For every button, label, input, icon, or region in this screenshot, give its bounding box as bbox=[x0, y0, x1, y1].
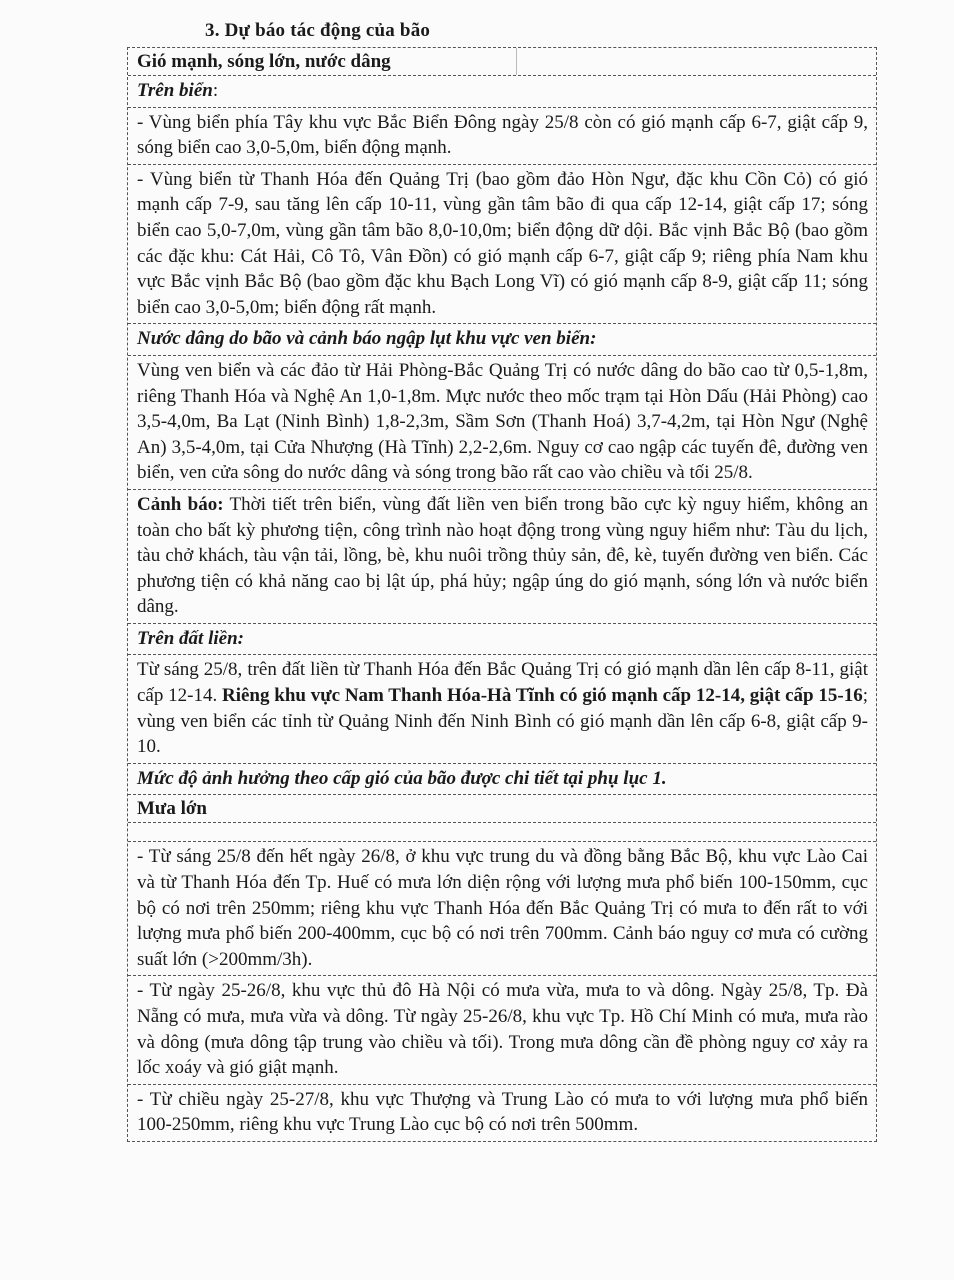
appendix-note: Mức độ ảnh hưởng theo cấp gió của bão được chi tiết tại phụ lục 1. bbox=[128, 764, 876, 796]
rain-paragraph-2: - Từ ngày 25-26/8, khu vực thủ đô Hà Nội có mưa vừa, mưa to và dông. Ngày 25/8, Tp. Đà Nẵng có mưa, mưa vừa và dông. Từ ngày 25-26/8, khu vực Tp. Hồ Chí Minh có mưa, mưa rào và dông (mưa dông tập trung vào chiều và tối). Trong mưa dông cần đề phòng nguy cơ xảy ra lốc xoáy và gió giật mạnh. bbox=[128, 976, 876, 1084]
wind-section-title: Gió mạnh, sóng lớn, nước dâng bbox=[128, 48, 876, 76]
land-text-2: ; vùng ven biển các tỉnh từ Quảng Ninh đến Ninh Bình có gió mạnh dần lên cấp 6-8, giật cấp 9-10. bbox=[137, 685, 868, 758]
warning-text: Thời tiết trên biển, vùng đất liền ven biển trong bão cực kỳ nguy hiểm, không an toàn cho bất kỳ phương tiện, công trình nào hoạt động trong vùng nguy hiểm như: Tàu du lịch, tàu chở khách, tàu vận tải, lồng, bè, khu nuôi trồng thủy sản, đê, kè, tuyến đường ven biển. Các phương tiện có khả năng cao bị lật úp, phá hủy; ngập úng do gió mạnh, sóng lớn và nước biển dâng. bbox=[137, 493, 869, 618]
sea-paragraph-1: - Vùng biển phía Tây khu vực Bắc Biển Đông ngày 25/8 còn có gió mạnh cấp 6-7, giật cấp 9, sóng biển cao 3,0-5,0m, biển động mạnh. bbox=[128, 108, 876, 165]
forecast-table bbox=[127, 47, 877, 1142]
section-heading: 3. Dự báo tác động của bão bbox=[205, 20, 431, 41]
rain-paragraph-1: - Từ sáng 25/8 đến hết ngày 26/8, ở khu vực trung du và đồng bằng Bắc Bộ, khu vực Lào Cai và từ Thanh Hóa đến Tp. Huế có mưa lớn diện rộng với lượng mưa phổ biến 100-150mm, cục bộ có nơi trên 250mm; riêng khu vực Thanh Hóa đến Bắc Quảng Trị có mưa to đến rất to với lượng mưa phổ biến 200-400mm, cục bộ có nơi trên 700mm. Cảnh báo nguy cơ mưa có cường suất lớn (>200mm/3h). bbox=[128, 842, 876, 976]
spacer-row bbox=[128, 823, 876, 842]
surge-paragraph: Vùng ven biển và các đảo từ Hải Phòng-Bắc Quảng Trị có nước dâng do bão cao từ 0,5-1,8m, riêng Thanh Hóa và Nghệ An 1,0-1,8m. Mực nước theo mốc trạm tại Hòn Dấu (Hải Phòng) cao 3,5-4,0m, Ba Lạt (Ninh Bình) 1,8-2,3m, Sầm Sơn (Thanh Hoá) 3,7-4,2m, tại Hòn Ngư (Nghệ An) 3,5-4,0m, tại Cửa Nhượng (Hà Tĩnh) 2,2-2,6m. Nguy cơ cao ngập các tuyến đê, đường ven biển, ven cửa sông do nước dâng và sóng trong bão rất cao vào chiều và tối 25/8. bbox=[128, 356, 876, 490]
sea-paragraph-2: - Vùng biển từ Thanh Hóa đến Quảng Trị (bao gồm đảo Hòn Ngư, đặc khu Cồn Cỏ) có gió mạnh cấp 7-9, sau tăng lên cấp 10-11, vùng gần tâm bão đi qua cấp 12-14, giật cấp 17; sóng biển cao 5,0-7,0m, vùng gần tâm bão 8,0-10,0m; biển động dữ dội. Bắc vịnh Bắc Bộ (bao gồm các đặc khu: Cát Hải, Cô Tô, Vân Đồn) có gió mạnh cấp 6-7, giật cấp 9; riêng phía Nam khu vực Bắc vịnh Bắc Bộ (bao gồm đặc khu Bạch Long Vĩ) có gió mạnh cấp 8-9, giật cấp 11; sóng biển cao 3,0-5,0m; biển động rất mạnh. bbox=[128, 165, 876, 325]
warning-label: Cảnh báo: bbox=[137, 493, 224, 515]
land-heading: Trên đất liền: bbox=[128, 624, 876, 656]
land-text-bold: Riêng khu vực Nam Thanh Hóa-Hà Tĩnh có gió mạnh cấp 12-14, giật cấp 15-16 bbox=[221, 685, 863, 707]
warning-paragraph bbox=[128, 490, 876, 624]
land-paragraph bbox=[128, 655, 876, 763]
sea-heading: Trên biển bbox=[137, 80, 213, 101]
surge-heading: Nước dâng do bão và cảnh báo ngập lụt khu vực ven biển: bbox=[128, 324, 876, 356]
sea-heading-box: Trên biển: bbox=[128, 76, 876, 108]
land-text-1: Từ sáng 25/8, trên đất liền từ Thanh Hóa đến Bắc Quảng Trị có gió mạnh dần lên cấp 8-11, giật cấp 12-14. bbox=[137, 659, 868, 707]
rain-section-title: Mưa lớn bbox=[128, 795, 876, 823]
rain-paragraph-3: - Từ chiều ngày 25-27/8, khu vực Thượng và Trung Lào có mưa to với lượng mưa phổ biến 100-250mm, riêng khu vực Trung Lào cục bộ có nơi trên 500mm. bbox=[137, 1088, 868, 1136]
